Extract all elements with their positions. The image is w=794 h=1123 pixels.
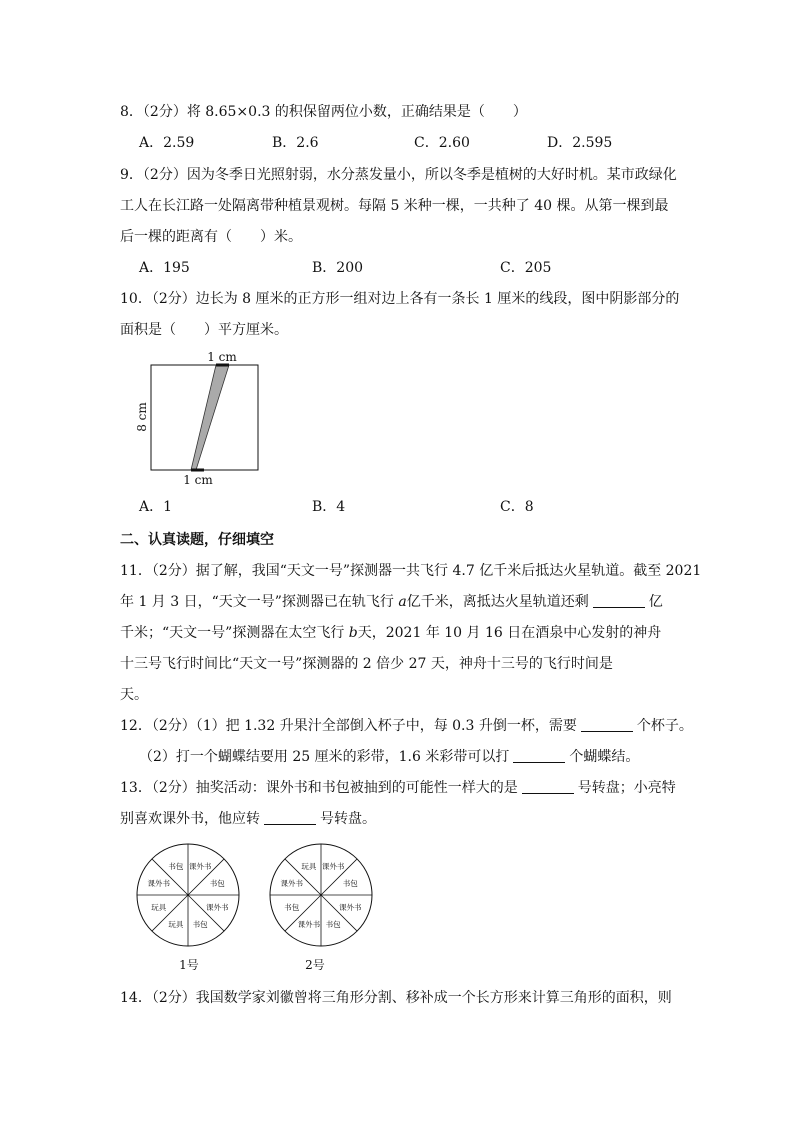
q8-option-a: A．2.59 bbox=[139, 135, 195, 151]
wheel-1-sector-label: 课外书 bbox=[188, 861, 212, 871]
q9-option-a: A．195 bbox=[139, 260, 190, 276]
q10-option-c: C．8 bbox=[500, 499, 534, 515]
q12-blank-1[interactable] bbox=[581, 717, 633, 732]
wheel-1-label: 1号 bbox=[179, 958, 199, 972]
q9-option-c: C．205 bbox=[500, 260, 552, 276]
q13-stem-line2 bbox=[120, 809, 376, 829]
q12-part2-text: （2）打一个蝴蝶结要用 25 厘米的彩带，1.6 米彩带可以打 bbox=[139, 749, 510, 765]
spinner-wheel-2 bbox=[268, 842, 378, 974]
wheel-1-sector-label: 玩具 bbox=[168, 920, 184, 930]
q10-stem-line1: 10．（2分）边长为 8 厘米的正方形一组对边上各有一条长 1 厘米的线段，图中阴影部分的 bbox=[120, 291, 680, 307]
q8-stem: 8．（2分）将 8.65×0.3 的积保留两位小数，正确结果是（ ） bbox=[120, 104, 527, 120]
q13-line1-suffix: 号转盘；小亮特 bbox=[577, 780, 676, 796]
wheel-2-sector-label: 玩具 bbox=[301, 861, 317, 871]
q11-line2-text-a: 年 1 月 3 日，“天文一号”探测器已在轨飞行 bbox=[120, 594, 399, 610]
q9-stem-line1: 9．（2分）因为冬季日光照射弱，水分蒸发量小，所以冬季是植树的大好时机。某市政绿化 bbox=[120, 167, 677, 183]
q10-stem-line2: 面积是（ ）平方厘米。 bbox=[120, 322, 288, 338]
q11-stem-line3 bbox=[120, 623, 661, 643]
q8-options bbox=[139, 133, 699, 153]
spinner-wheel-1 bbox=[135, 842, 245, 974]
q11-line3-text-b: 天，2021 年 10 月 16 日在酒泉中心发射的神舟 bbox=[357, 625, 662, 641]
wheel-2-sector-label: 书包 bbox=[342, 878, 358, 888]
wheel-2-sector-label: 课外书 bbox=[280, 878, 304, 888]
q11-variable-a: a bbox=[398, 594, 407, 610]
q12-blank-2[interactable] bbox=[513, 748, 565, 763]
q13-line1-text: 13．（2分）抽奖活动：课外书和书包被抽到的可能性一样大的是 bbox=[120, 780, 518, 796]
q14-stem-line1: 14．（2分）我国数学家刘徽曾将三角形分割、移补成一个长方形来计算三角形的面积，则 bbox=[120, 990, 672, 1006]
wheel-2-sector-label: 课外书 bbox=[338, 903, 362, 913]
q8-option-d: D．2.595 bbox=[547, 135, 613, 151]
wheel-1-sector-label: 玩具 bbox=[151, 903, 167, 913]
q10-option-b: B．4 bbox=[312, 499, 346, 515]
q12-part1-text: 12．（2分）（1）把 1.32 升果汁全部倒入杯子中，每 0.3 升倒一杯，需要 bbox=[120, 718, 577, 734]
wheel-2-sector-label: 课外书 bbox=[297, 920, 321, 930]
wheel-1-sector-label: 课外书 bbox=[147, 878, 171, 888]
q13-blank-2[interactable] bbox=[264, 810, 316, 825]
wheel-1-sector-label: 书包 bbox=[168, 861, 184, 871]
q10-square-figure bbox=[130, 345, 270, 490]
q11-stem-line1: 11．（2分）据了解，我国“天文一号”探测器一共飞行 4.7 亿千米后抵达火星轨道。截至 2021 bbox=[120, 563, 702, 579]
q10-top-label: 1 cm bbox=[207, 350, 237, 364]
q13-line2-suffix: 号转盘。 bbox=[320, 811, 376, 827]
wheel-1-sector-label: 书包 bbox=[209, 878, 225, 888]
q10-side-label: 8 cm bbox=[135, 402, 149, 432]
q9-options bbox=[139, 258, 699, 278]
wheel-2-sector-label: 书包 bbox=[325, 920, 341, 930]
q13-stem-line1 bbox=[120, 778, 676, 798]
q11-stem-line4: 十三号飞行时间比“天文一号”探测器的 2 倍少 27 天，神舟十三号的飞行时间是 bbox=[120, 656, 613, 672]
q9-stem-line3: 后一棵的距离有（ ）米。 bbox=[120, 229, 302, 245]
q10-shaded-region bbox=[191, 365, 229, 470]
wheel-2-sector-label: 课外书 bbox=[321, 861, 345, 871]
wheel-2-label: 2号 bbox=[305, 958, 325, 972]
q12-stem-line2 bbox=[139, 747, 639, 767]
q10-options bbox=[139, 497, 699, 517]
q11-stem-line5: 天。 bbox=[120, 687, 148, 703]
q9-stem-line2: 工人在长江路一处隔离带种植景观树。每隔 5 米种一棵，一共种了 40 棵。从第一棵到最 bbox=[120, 198, 669, 214]
wheel-1-sector-label: 课外书 bbox=[205, 903, 229, 913]
q8-option-c: C．2.60 bbox=[414, 135, 470, 151]
wheel-1-sector-label: 书包 bbox=[192, 920, 208, 930]
q11-blank-1[interactable] bbox=[593, 593, 645, 608]
q12-stem-line1 bbox=[120, 716, 693, 736]
q11-line2-text-b: 亿千米，离抵达火星轨道还剩 bbox=[406, 594, 589, 610]
q9-option-b: B．200 bbox=[312, 260, 364, 276]
q10-bottom-label: 1 cm bbox=[183, 473, 213, 487]
q11-line2-text-c: 亿 bbox=[648, 594, 663, 610]
section-2-heading: 二、认真读题，仔细填空 bbox=[120, 532, 274, 548]
wheel-2-sector-label: 书包 bbox=[284, 903, 300, 913]
q8-option-b: B．2.6 bbox=[272, 135, 319, 151]
q13-blank-1[interactable] bbox=[522, 779, 574, 794]
q13-line2-text: 别喜欢课外书，他应转 bbox=[120, 811, 260, 827]
q12-part1-suffix: 个杯子。 bbox=[636, 718, 693, 734]
q10-option-a: A．1 bbox=[139, 499, 173, 515]
q11-variable-b: b bbox=[348, 625, 358, 641]
q11-stem-line2 bbox=[120, 592, 663, 612]
q12-part2-suffix: 个蝴蝶结。 bbox=[569, 749, 640, 765]
q11-line3-text-a: 千米；“天文一号”探测器在太空飞行 bbox=[120, 625, 349, 641]
